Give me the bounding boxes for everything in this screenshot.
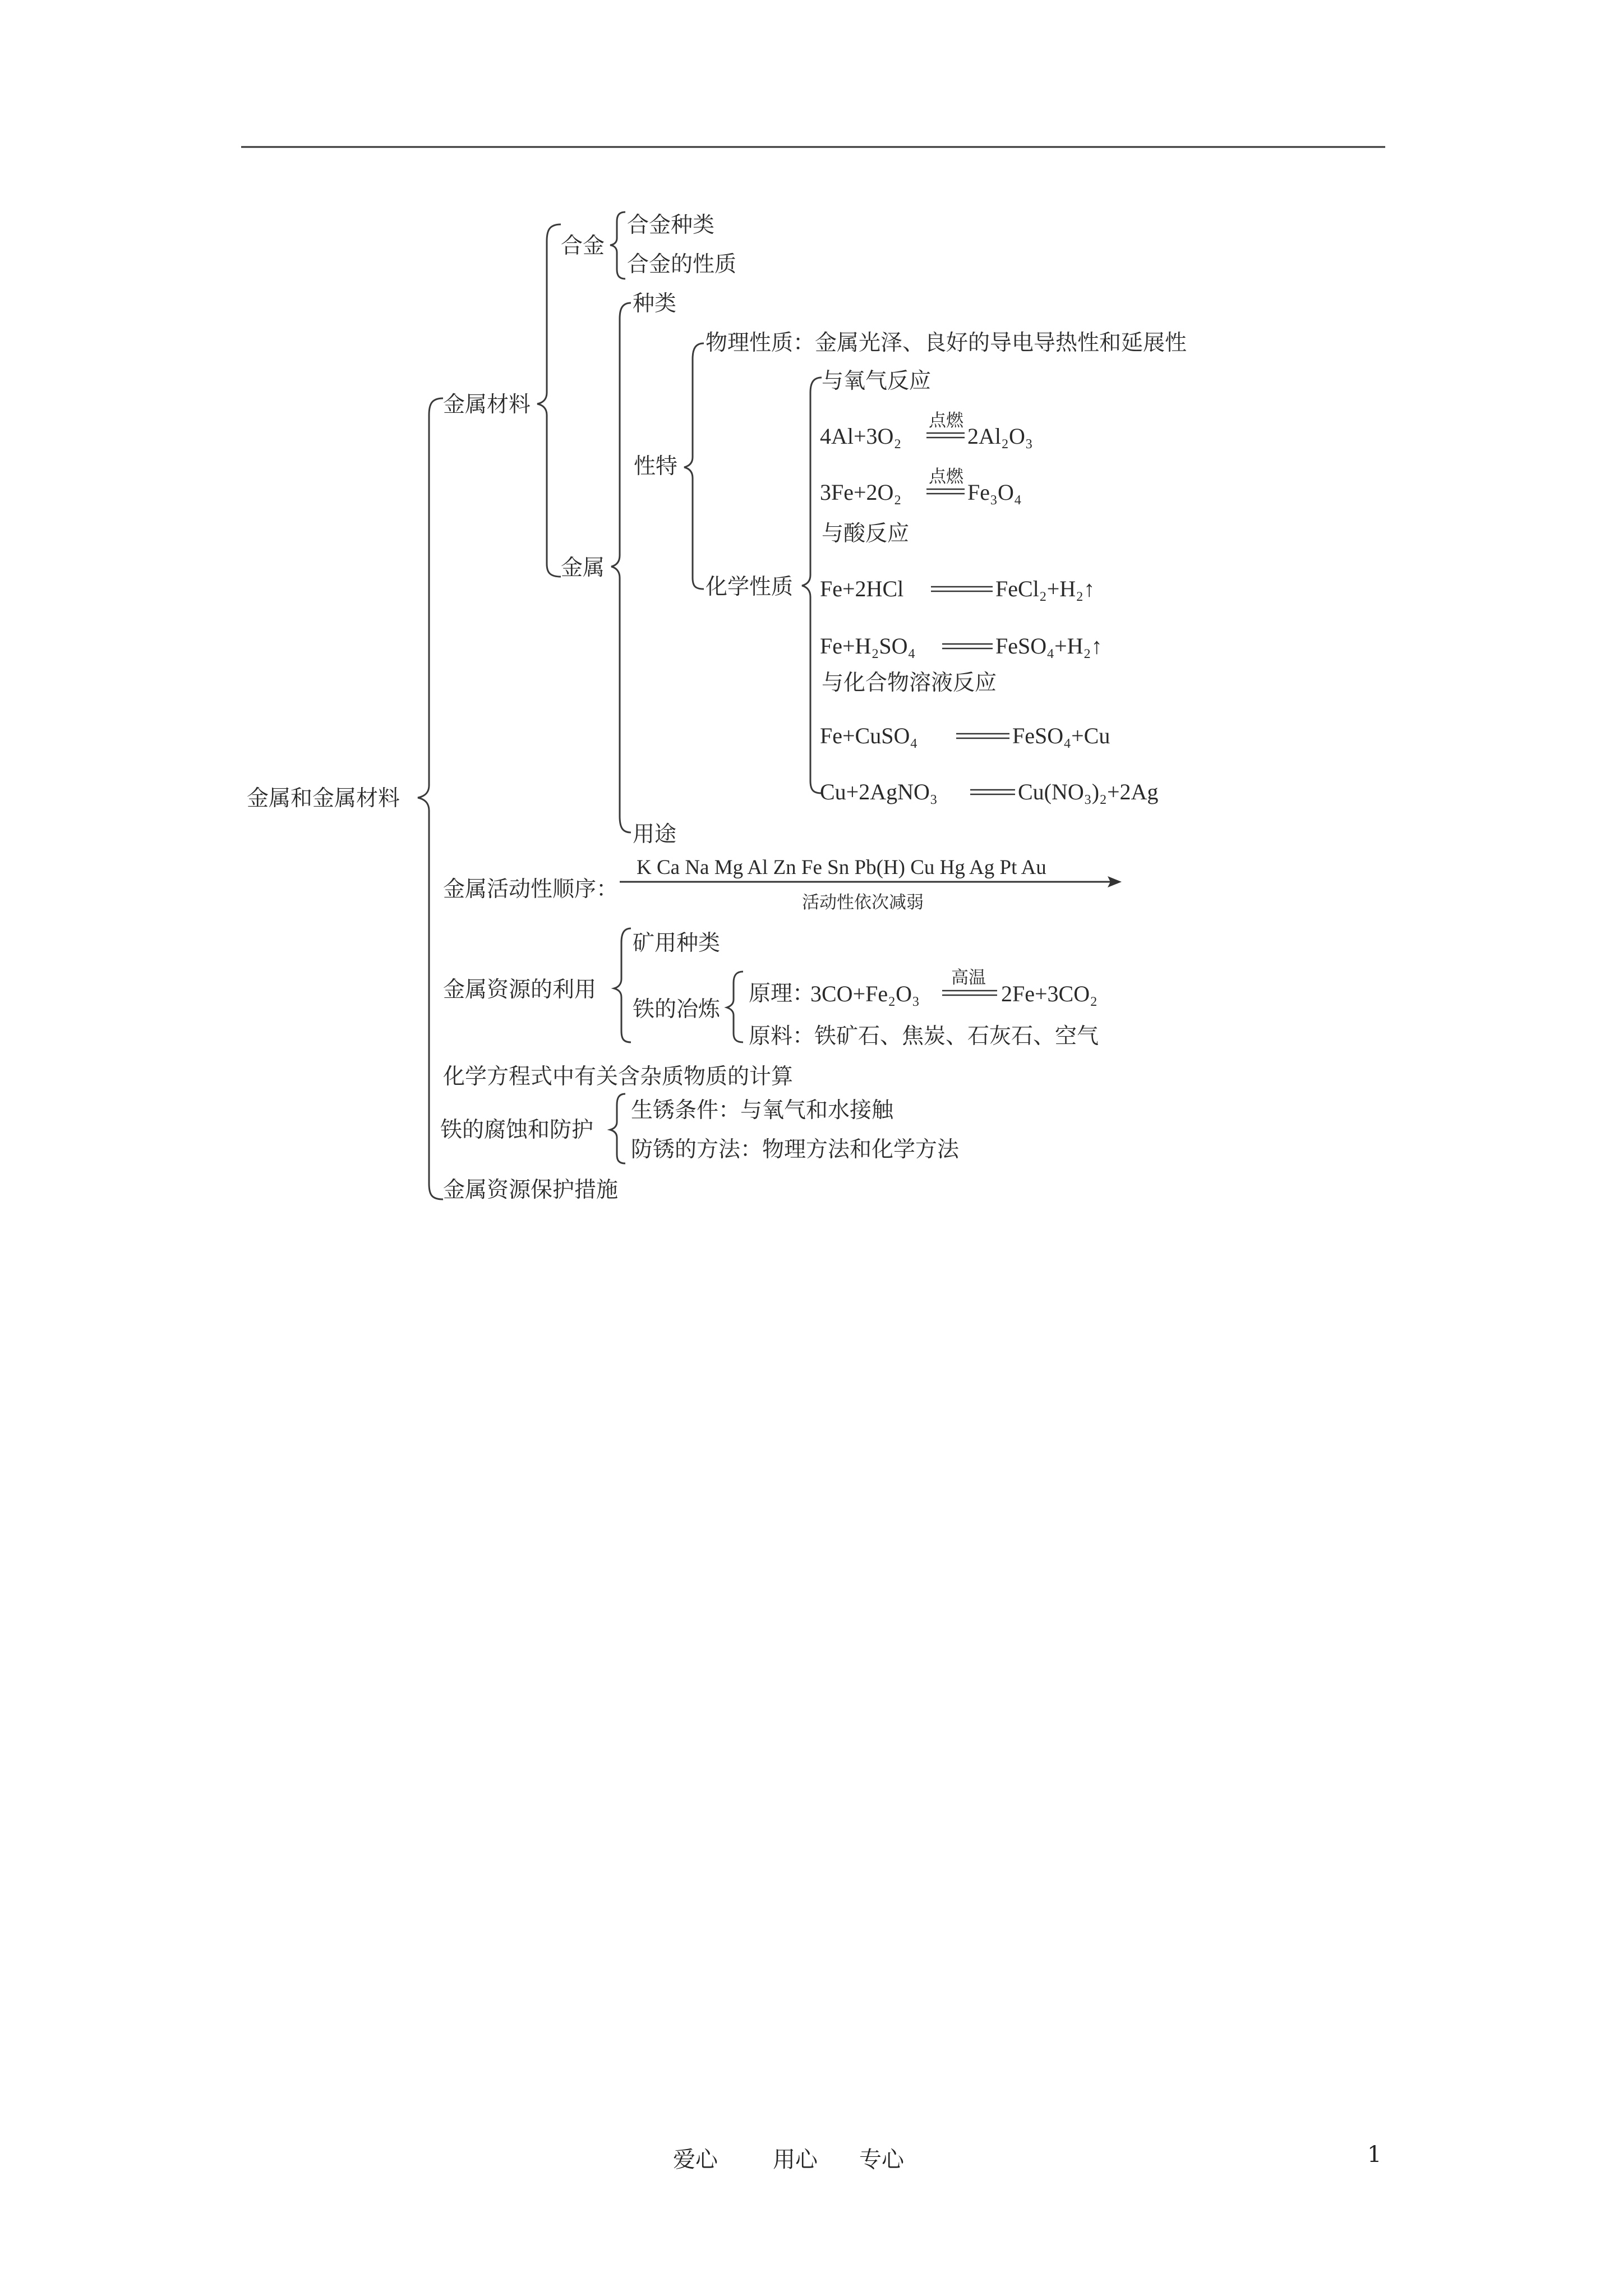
principle-lhs: 3CO+Fe₂O₃ bbox=[810, 981, 920, 1006]
corrosion-node: 铁的腐蚀和防护 bbox=[440, 1117, 594, 1143]
brace-corrosion bbox=[610, 1094, 625, 1163]
principle-label: 原理： bbox=[749, 981, 815, 1006]
footer-yongxin: 用心 bbox=[773, 2147, 818, 2173]
footer-aixin: 爱心 bbox=[673, 2147, 718, 2173]
eq5-rhs: FeSO₄+Cu bbox=[1012, 723, 1110, 748]
page-number: 1 bbox=[1367, 2142, 1382, 2168]
brace-smelting bbox=[727, 972, 743, 1042]
eq4-rhs: FeSO₄+H₂↑ bbox=[995, 633, 1103, 659]
eq6-lhs: Cu+2AgNO₃ bbox=[820, 779, 938, 804]
resource-protection: 金属资源保护措施 bbox=[443, 1177, 619, 1203]
metal-kinds: 种类 bbox=[633, 291, 677, 316]
react-salt: 与化合物溶液反应 bbox=[822, 670, 997, 696]
brace-resources bbox=[614, 928, 631, 1042]
alloy-kinds: 合金种类 bbox=[627, 213, 715, 238]
eq1-lhs: 4Al+3O₂ bbox=[820, 424, 902, 449]
raw-materials: 原料：铁矿石、焦炭、石灰石、空气 bbox=[749, 1024, 1099, 1049]
footer-zhuanxin: 专心 bbox=[859, 2147, 904, 2173]
impurity-calculation: 化学方程式中有关含杂质物质的计算 bbox=[443, 1064, 794, 1089]
activity-series: K Ca Na Mg Al Zn Fe Sn Pb(H) Cu Hg Ag Pt Au bbox=[637, 856, 1046, 879]
react-oxygen: 与氧气反应 bbox=[822, 369, 932, 394]
eq1-rhs: 2Al₂O₃ bbox=[967, 424, 1033, 449]
resources-node: 金属资源的利用 bbox=[443, 977, 597, 1002]
metal-props-node: 性特 bbox=[634, 454, 678, 479]
brace-alloy bbox=[610, 212, 625, 279]
brace-materials bbox=[537, 224, 561, 577]
eq4-lhs: Fe+H₂SO₄ bbox=[820, 633, 916, 659]
eq1-condition: 点燃 bbox=[929, 411, 963, 431]
materials-node: 金属材料 bbox=[443, 392, 531, 417]
rust-conditions: 生锈条件：与氧气和水接触 bbox=[631, 1098, 894, 1123]
alloy-node: 合金 bbox=[561, 233, 605, 259]
activity-label: 金属活动性顺序： bbox=[443, 877, 619, 902]
eq3-rhs: FeCl₂+H₂↑ bbox=[995, 576, 1095, 601]
eq2-lhs: 3Fe+2O₂ bbox=[820, 480, 902, 505]
principle-condition: 高温 bbox=[951, 968, 986, 988]
react-acid: 与酸反应 bbox=[822, 521, 910, 546]
eq2-rhs: Fe₃O₄ bbox=[967, 480, 1022, 505]
brace-props bbox=[684, 343, 704, 589]
metal-uses: 用途 bbox=[633, 822, 677, 847]
eq3-lhs: Fe+2HCl bbox=[820, 576, 904, 601]
rust-prevention: 防锈的方法：物理方法和化学方法 bbox=[631, 1137, 960, 1162]
smelting-node: 铁的冶炼 bbox=[633, 997, 721, 1022]
principle-rhs: 2Fe+3CO₂ bbox=[1001, 981, 1098, 1006]
ore-kinds: 矿用种类 bbox=[633, 931, 721, 956]
brace-root bbox=[418, 398, 443, 1199]
alloy-properties: 合金的性质 bbox=[627, 252, 737, 277]
activity-note: 活动性依次减弱 bbox=[802, 892, 924, 913]
metal-node: 金属 bbox=[561, 555, 605, 581]
brace-metal bbox=[611, 303, 631, 832]
eq2-condition: 点燃 bbox=[929, 467, 963, 487]
chemical-properties-node: 化学性质 bbox=[706, 574, 794, 600]
brace-chemical bbox=[802, 378, 822, 793]
physical-properties: 物理性质：金属光泽、良好的导电导热性和延展性 bbox=[706, 330, 1187, 356]
root-node: 金属和金属材料 bbox=[247, 786, 400, 811]
eq5-lhs: Fe+CuSO₄ bbox=[820, 723, 918, 748]
eq6-rhs: Cu(NO₃)₂+2Ag bbox=[1018, 779, 1159, 804]
